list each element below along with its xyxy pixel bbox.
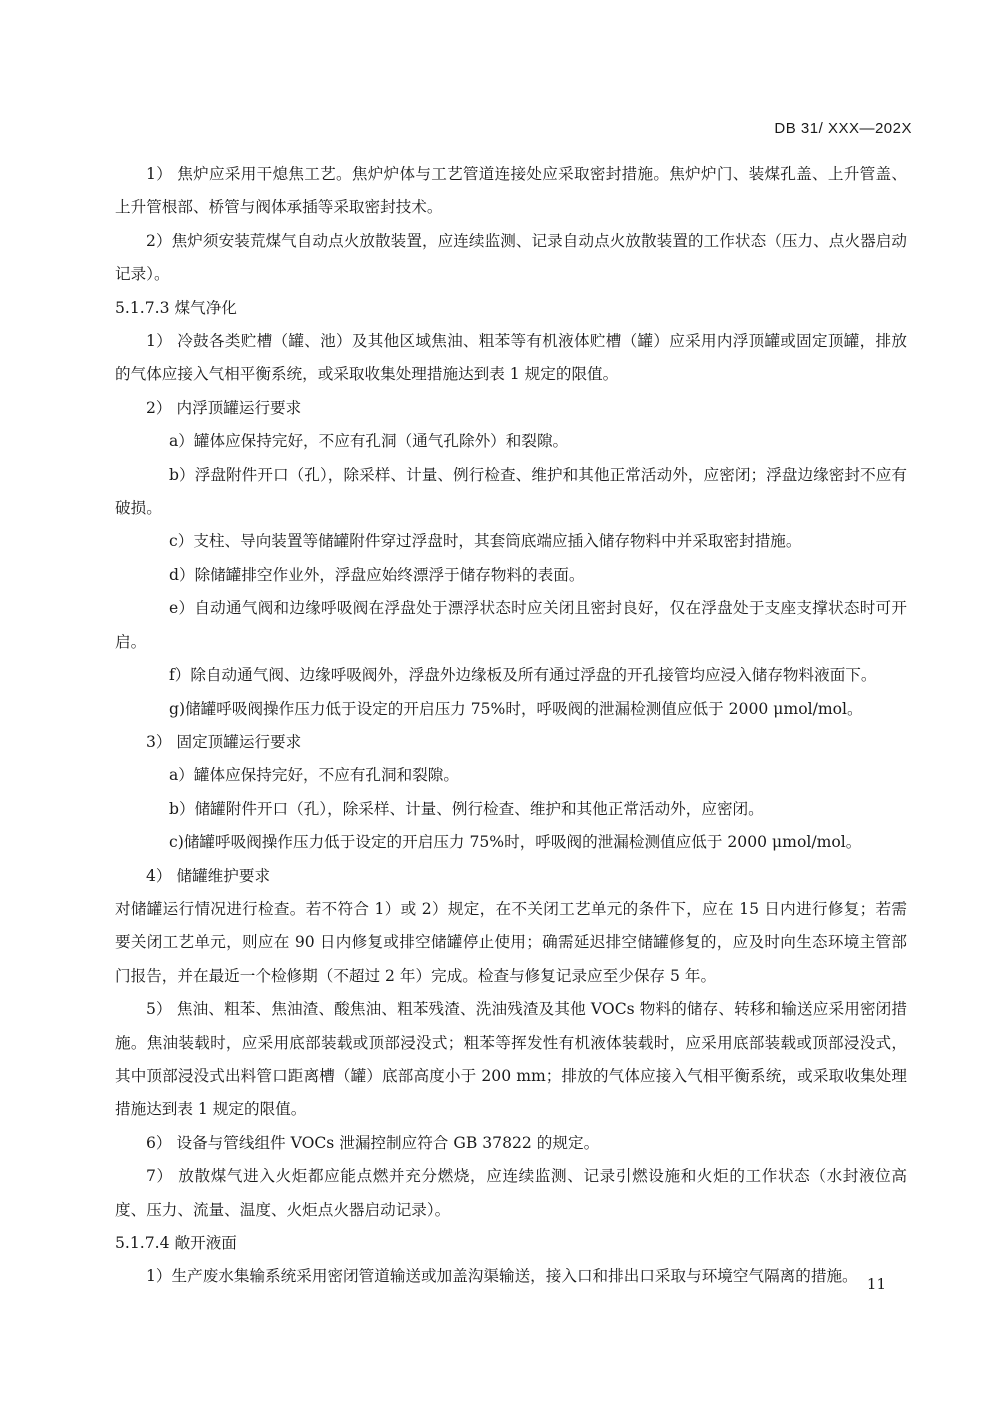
paragraph-1: 1） 焦炉应采用干熄焦工艺。焦炉炉体与工艺管道连接处应采取密封措施。焦炉炉门、装煤孔盖、上升管盖、上升管根部、桥管与阀体承插等采取密封技术。: [115, 165, 907, 217]
section-heading-5-1-7-4: 5.1.7.4 敞开液面: [115, 1234, 237, 1252]
paragraph-2: 2）焦炉须安装荒煤气自动点火放散装置，应连续监测、记录自动点火放散装置的工作状态（压力、点火器启动记录）。: [115, 231, 907, 284]
document-body: [115, 158, 907, 1294]
subitem-b-floating: b）浮盘附件开口（孔），除采样、计量、例行检查、维护和其他正常活动外，应密闭；浮盘边缘密封不应有破损。: [115, 465, 907, 518]
paragraph-8: 6） 设备与管线组件 VOCs 泄漏控制应符合 GB 37822 的规定。: [146, 1133, 600, 1152]
subitem-b-fixed: b）储罐附件开口（孔），除采样、计量、例行检查、维护和其他正常活动外，应密闭。: [169, 799, 764, 818]
subitem-f-floating: f）除自动通气阀、边缘呼吸阀外，浮盘外边缘板及所有通过浮盘的开孔接管均应浸入储存物料液面下。: [169, 666, 877, 685]
section-heading-5-1-7-3: 5.1.7.3 煤气净化: [115, 298, 237, 317]
subitem-c-floating: c）支柱、导向装置等储罐附件穿过浮盘时，其套筒底端应插入储存物料中并采取密封措施。: [169, 532, 802, 551]
paragraph-9: 7） 放散煤气进入火炬都应能点燃并充分燃烧，应连续监测、记录引燃设施和火炬的工作状态（水封液位高度、压力、流量、温度、火炬点火器启动记录）。: [115, 1167, 907, 1219]
subitem-a-floating: a）罐体应保持完好，不应有孔洞（通气孔除外）和裂隙。: [169, 432, 569, 451]
header-divider: [93, 146, 912, 147]
paragraph-7: 5） 焦油、粗苯、焦油渣、酸焦油、粗苯残渣、洗油残渣及其他 VOCs 物料的储存、转移和输送应采用密闭措施。焦油装载时，应采用底部装载或顶部浸没式；粗苯等挥发性有机液体装载时，应采用底部装载或顶部浸没式，其中顶部浸没式出料管口距离槽（罐）底部高度小于 200 mm；排放的气体应接入气相平衡系统，或采取收集处理措施达到表 1 规定的限值。: [115, 1000, 907, 1119]
subitem-e-floating: e）自动通气阀和边缘呼吸阀在浮盘处于漂浮状态时应关闭且密封良好，仅在浮盘处于支座支撑状态时可开启。: [115, 599, 907, 651]
paragraph-3: 1） 冷鼓各类贮槽（罐、池）及其他区域焦油、粗苯等有机液体贮槽（罐）应采用内浮顶罐或固定顶罐，排放的气体应接入气相平衡系统，或采取收集处理措施达到表 1 规定的限值。: [115, 332, 907, 384]
paragraph-maintenance: 对储罐运行情况进行检查。若不符合 1）或 2）规定，在不关闭工艺单元的条件下，应在 15 日内进行修复；若需要关闭工艺单元，则应在 90 日内修复或排空储罐停止使用；确需延迟排空储罐修复的，应及时向生态环境主管部门报告，并在最近一个检修期（不超过 2 年）完成。检查与修复记录应至少保存 5 年。: [115, 899, 907, 985]
paragraph-4: 2） 内浮顶罐运行要求: [146, 398, 302, 417]
subitem-d-floating: d）除储罐排空作业外，浮盘应始终漂浮于储存物料的表面。: [169, 565, 585, 584]
paragraph-6: 4） 储罐维护要求: [146, 866, 271, 885]
subitem-g-floating: g)储罐呼吸阀操作压力低于设定的开启压力 75%时，呼吸阀的泄漏检测值应低于 2000 μmol/mol。: [169, 699, 863, 718]
subitem-c-fixed: c)储罐呼吸阀操作压力低于设定的开启压力 75%时，呼吸阀的泄漏检测值应低于 2000 μmol/mol。: [169, 833, 862, 852]
subitem-a-fixed: a）罐体应保持完好，不应有孔洞和裂隙。: [169, 766, 459, 785]
paragraph-10: 1）生产废水集输系统采用密闭管道输送或加盖沟渠输送，接入口和排出口采取与环境空气隔离的措施。: [146, 1267, 858, 1286]
paragraph-5: 3） 固定顶罐运行要求: [146, 732, 302, 751]
document-code-header: DB 31/ XXX—202X: [774, 120, 912, 137]
page-number: 11: [866, 1275, 886, 1293]
